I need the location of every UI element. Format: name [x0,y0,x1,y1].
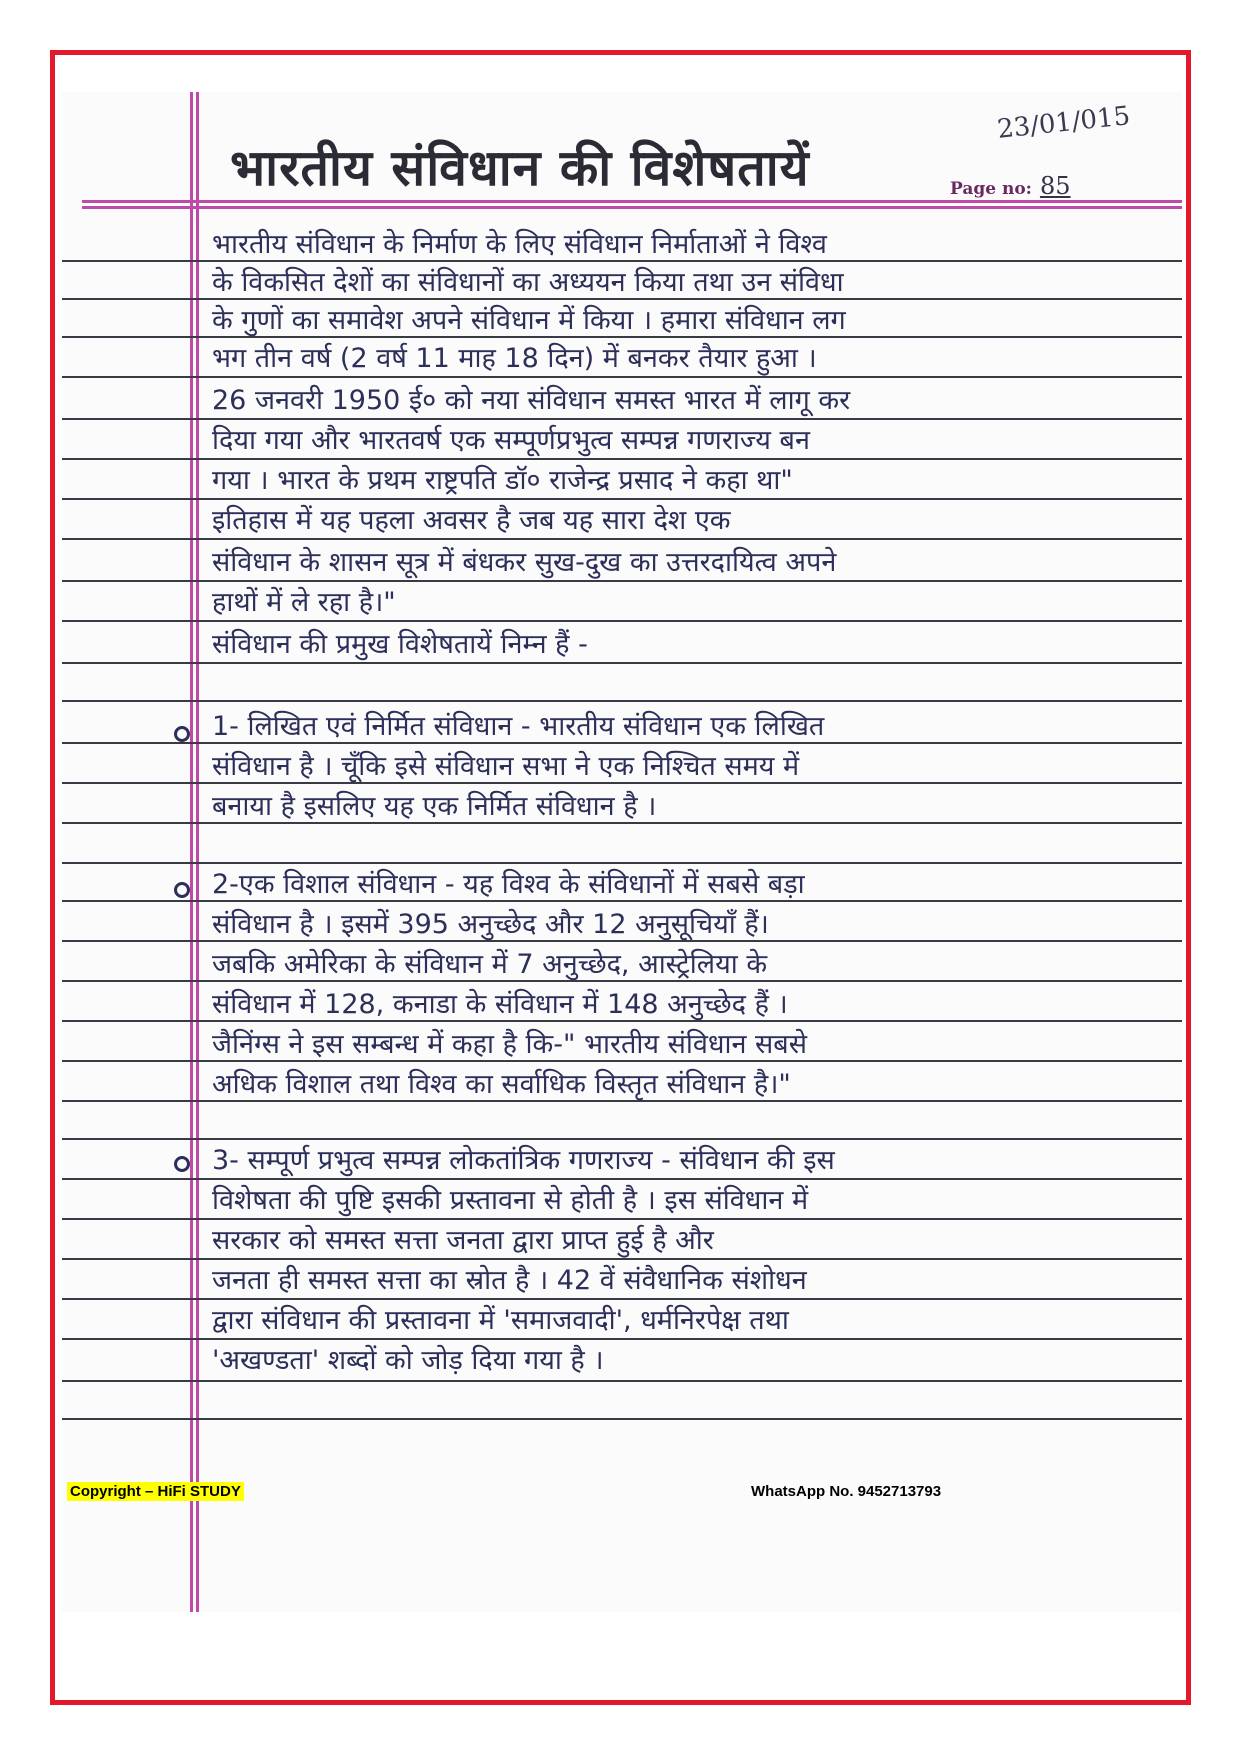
ruled-line [62,862,1182,864]
point-3-line: 3- सम्पूर्ण प्रभुत्व सम्पन्न लोकतांत्रिक गणराज्य - संविधान की इस [212,1145,835,1176]
ruled-line [62,1380,1182,1382]
point-3-line: सरकार को समस्त सत्ता जनता द्वारा प्राप्त हुई है और [212,1225,714,1256]
point-1-line: बनाया है इसलिए यह एक निर्मित संविधान है । [212,791,657,822]
point-2-line: जबकि अमेरिका के संविधान में 7 अनुच्छेद, आस्ट्रेलिया के [212,949,768,980]
header-rule [82,200,1182,203]
margin-line-left-inner [196,92,199,1612]
text-line: के विकसित देशों का संविधानों का अध्ययन किया तथा उन संविधा [212,267,844,298]
point-2-line: जैनिंग्स ने इस सम्बन्ध में कहा है कि-" भारतीय संविधान सबसे [212,1029,807,1060]
notebook-page [62,92,1182,1612]
text-line: गया । भारत के प्रथम राष्ट्रपति डॉ० राजेन्द्र प्रसाद ने कहा था" [212,465,793,496]
point-2-line: अधिक विशाल तथा विश्व का सर्वाधिक विस्तृत संविधान है।" [212,1069,791,1100]
ruled-line [62,700,1182,702]
page-number-value: 85 [1039,172,1071,200]
point-3-line: द्वारा संविधान की प्रस्तावना में 'समाजवादी', धर्मनिरपेक्ष तथा [212,1305,789,1336]
text-line: इतिहास में यह पहला अवसर है जब यह सारा देश एक [212,505,731,536]
bullet-icon [174,882,190,898]
text-line: भारतीय संविधान के निर्माण के लिए संविधान निर्माताओं ने विश्व [212,229,827,260]
point-3-line: विशेषता की पुष्टि इसकी प्रस्तावना से होती है । इस संविधान में [212,1185,809,1216]
bullet-icon [174,726,190,742]
point-1-line: संविधान है । चूँकि इसे संविधान सभा ने एक निश्चित समय में [212,751,800,782]
ruled-line [62,1138,1182,1140]
point-3-line: 'अखण्डता' शब्दों को जोड़ दिया गया है । [212,1345,604,1376]
text-line: संविधान के शासन सूत्र में बंधकर सुख-दुख का उत्तरदायित्व अपने [212,547,837,578]
whatsapp-label: WhatsApp No. 9452713793 [751,1483,942,1500]
bullet-icon [174,1156,190,1172]
page-number [950,172,1070,200]
text-line: भग तीन वर्ष (2 वर्ष 11 माह 18 दिन) में बनकर तैयार हुआ । [212,343,817,374]
header-rule-2 [82,206,1182,209]
text-line: संविधान की प्रमुख विशेषतायें निम्न हैं - [212,629,588,660]
copyright-label: Copyright – HiFi STUDY [67,1482,244,1501]
point-2-line: 2-एक विशाल संविधान - यह विश्व के संविधानों में सबसे बड़ा [212,869,805,900]
ruled-line [62,1418,1182,1420]
point-3-line: जनता ही समस्त सत्ता का स्रोत है । 42 वें संवैधानिक संशोधन [212,1265,807,1296]
point-2-line: संविधान में 128, कनाडा के संविधान में 148 अनुच्छेद हैं । [212,989,788,1020]
page-title: भारतीय संविधान की विशेषतायें [230,139,810,197]
page-label: Page no: [950,179,1032,199]
date: 23/01/015 [995,101,1132,145]
point-1-line: 1- लिखित एवं निर्मित संविधान - भारतीय संविधान एक लिखित [212,711,825,742]
text-line: दिया गया और भारतवर्ष एक सम्पूर्णप्रभुत्व सम्पन्न गणराज्य बन [212,425,810,456]
text-line: के गुणों का समावेश अपने संविधान में किया । हमारा संविधान लग [212,305,846,336]
point-2-line: संविधान है । इसमें 395 अनुच्छेद और 12 अनुसूचियाँ हैं। [212,909,769,940]
margin-line-left [190,92,193,1612]
text-line: 26 जनवरी 1950 ई० को नया संविधान समस्त भारत में लागू कर [212,385,851,416]
text-line: हाथों में ले रहा है।" [212,587,396,618]
